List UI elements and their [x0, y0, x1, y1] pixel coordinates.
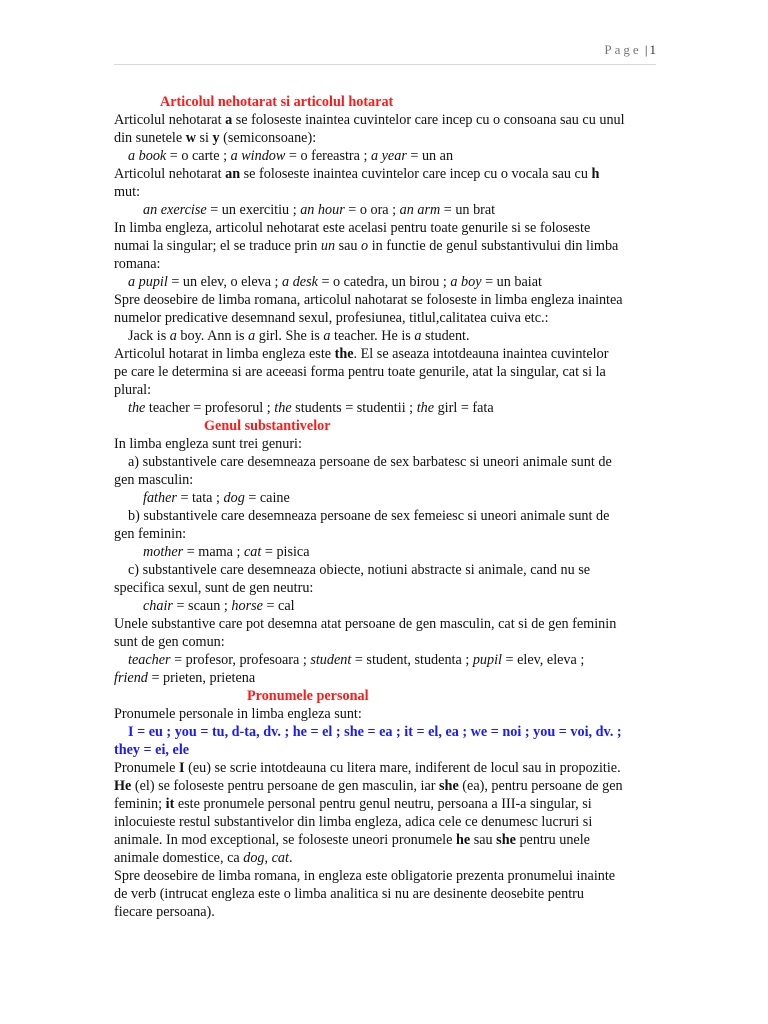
paragraph-line	[114, 705, 659, 723]
example-line	[114, 489, 659, 507]
text-run: Pronumele	[114, 760, 180, 776]
page-number: 1	[649, 42, 656, 57]
text-run: Articolul nehotarat si articolul hotarat	[160, 94, 394, 110]
example-line	[114, 273, 659, 291]
text-run: boy. Ann is	[176, 328, 249, 344]
text-run: a desk	[282, 274, 318, 290]
text-run: chair	[143, 598, 173, 614]
text-run: din sunetele	[114, 130, 186, 146]
text-run: .	[288, 850, 293, 866]
text-run: Articolul nehotarat	[114, 166, 226, 182]
example-line	[114, 201, 659, 219]
text-run: Pronumele personal	[247, 688, 369, 704]
text-run: students = studentii ;	[291, 400, 417, 416]
text-run: a) substantivele care desemneaza persoane de sex barbatesc si uneori animale sunt de	[128, 454, 612, 470]
text-run: horse	[231, 598, 263, 614]
text-run: a	[323, 328, 331, 344]
text-run: se foloseste inaintea cuvintelor care incep cu o consoana sau cu unul	[232, 112, 625, 128]
text-run: the	[334, 346, 354, 362]
text-run: si	[195, 130, 213, 146]
heading-articole	[114, 93, 659, 111]
text-run: teacher = profesorul ;	[145, 400, 275, 416]
text-run: he	[455, 832, 471, 848]
text-run: feminin;	[114, 796, 166, 812]
text-run: = elev, eleva ;	[502, 652, 585, 668]
text-run: the	[128, 400, 146, 416]
text-run: it	[165, 796, 175, 812]
paragraph-line	[114, 255, 659, 273]
text-run: gen feminin:	[114, 526, 187, 542]
text-run: the	[416, 400, 435, 416]
text-run: girl = fata	[434, 400, 494, 416]
text-run: sau	[335, 238, 362, 254]
text-run: = tata ;	[176, 490, 224, 506]
pronoun-list-line	[114, 723, 659, 741]
text-run: in functie de genul substantivului din limba	[368, 238, 619, 254]
paragraph-line	[114, 237, 659, 255]
text-run: este pronumele personal pentru genul neutru, persoana a III-a singular, si	[174, 796, 592, 812]
text-run: = un an	[406, 148, 454, 164]
paragraph-line	[114, 219, 659, 237]
text-run: = o catedra, un birou ;	[317, 274, 451, 290]
text-run: a	[225, 112, 233, 128]
text-run: animale. In mod exceptional, se foloseste uneori pronumele	[114, 832, 456, 848]
example-line	[114, 597, 659, 615]
paragraph-line	[114, 183, 659, 201]
text-run: specifica sexul, sunt de gen neutru:	[114, 580, 314, 596]
text-run: b) substantivele care desemneaza persoane de sex femeiesc si uneori animale sunt de	[128, 508, 610, 524]
text-run: a	[169, 328, 177, 344]
list-item-line	[114, 453, 659, 471]
page-separator: |	[644, 42, 648, 57]
text-run: student	[310, 652, 352, 668]
text-run: = o carte ;	[166, 148, 231, 164]
text-run: He	[114, 778, 132, 794]
list-item-line	[114, 507, 659, 525]
text-run: (eu) se scrie intotdeauna cu litera mare, indiferent de locul sau in propozitie.	[184, 760, 621, 776]
text-run: = profesor, profesoara ;	[170, 652, 311, 668]
text-run: a book	[128, 148, 167, 164]
text-run: o	[361, 238, 369, 254]
page-header	[114, 42, 656, 65]
text-run: teacher	[128, 652, 171, 668]
text-run: Unele substantive care pot desemna atat persoane de gen masculin, cat si de gen feminin	[114, 616, 617, 632]
text-run: student.	[421, 328, 470, 344]
text-run: de verb (intrucat engleza este o limba analitica si nu are desinente deosebite pentru	[114, 886, 584, 902]
text-run: se foloseste inaintea cuvintelor care incep cu o vocala sau cu	[240, 166, 592, 182]
paragraph-line	[114, 471, 659, 489]
text-run: cat	[244, 544, 262, 560]
text-run: = student, studenta ;	[351, 652, 473, 668]
text-run: Articolul hotarat in limba engleza este	[114, 346, 335, 362]
paragraph-line	[114, 849, 659, 867]
text-run: mother	[143, 544, 184, 560]
text-run: fiecare persoana).	[114, 904, 215, 920]
text-run: Genul substantivelor	[204, 418, 331, 434]
example-line	[114, 399, 659, 417]
paragraph-line	[114, 309, 659, 327]
text-run: Spre deosebire de limba romana, articolul nahotarat se foloseste in limba engleza inaintea	[114, 292, 623, 308]
text-run: w	[185, 130, 196, 146]
paragraph-line	[114, 291, 659, 309]
text-run: they = ei, ele	[114, 742, 190, 758]
text-run: a	[414, 328, 422, 344]
text-run: a pupil	[128, 274, 168, 290]
paragraph-line	[114, 759, 659, 777]
paragraph-line	[114, 885, 659, 903]
text-run: gen masculin:	[114, 472, 194, 488]
paragraph-line	[114, 813, 659, 831]
text-run: = scaun ;	[172, 598, 232, 614]
text-run: I = eu ; you = tu, d-ta, dv. ; he = el ; she = ea ; it = el, ea ; we = noi ; you = voi, dv. ;	[128, 724, 622, 740]
page-label: Page	[604, 42, 642, 57]
text-run: In limba engleza sunt trei genuri:	[114, 436, 302, 452]
text-run: = un exercitiu ;	[206, 202, 301, 218]
document-body	[114, 93, 659, 921]
text-run: Jack is	[128, 328, 170, 344]
pronoun-list-line	[114, 741, 659, 759]
text-run: an hour	[300, 202, 345, 218]
text-run: = un brat	[440, 202, 496, 218]
text-run: numelor predicative desemnand sexul, profesiunea, titlul,calitatea cuiva etc.:	[114, 310, 549, 326]
text-run: un	[320, 238, 336, 254]
paragraph-line	[114, 795, 659, 813]
paragraph-line	[114, 345, 659, 363]
text-run: pupil	[472, 652, 502, 668]
text-run: = mama ;	[183, 544, 244, 560]
text-run: = caine	[244, 490, 290, 506]
text-run: numai la singular; el se traduce prin	[114, 238, 321, 254]
text-run: a boy	[450, 274, 482, 290]
list-item-line	[114, 561, 659, 579]
heading-pronumele	[114, 687, 659, 705]
text-run: sau	[470, 832, 497, 848]
text-run: inlocuieste restul substantivelor din limba engleza, adica cele ce denumesc lucruri si	[114, 814, 593, 830]
text-run: a window	[230, 148, 286, 164]
text-run: a year	[370, 148, 407, 164]
text-run: she	[496, 832, 516, 848]
text-run: pe care le determina si are aceeasi forma pentru toate genurile, atat la singular, cat si la	[114, 364, 606, 380]
paragraph-line	[114, 831, 659, 849]
text-run: Articolul nehotarat	[114, 112, 226, 128]
text-run: she	[439, 778, 459, 794]
paragraph-line	[114, 633, 659, 651]
text-run: (el) se foloseste pentru persoane de gen masculin, iar	[131, 778, 440, 794]
text-run: In limba engleza, articolul nehotarat este acelasi pentru toate genurile si se foloseste	[114, 220, 591, 236]
text-run: = o fereastra ;	[285, 148, 371, 164]
heading-genul	[114, 417, 659, 435]
text-run: = pisica	[261, 544, 310, 560]
paragraph-line	[114, 615, 659, 633]
text-run: = un elev, o eleva ;	[167, 274, 283, 290]
text-run: teacher. He is	[330, 328, 415, 344]
paragraph-line	[114, 903, 659, 921]
text-run: animale domestice, ca	[114, 850, 244, 866]
paragraph-line	[114, 777, 659, 795]
text-run: the	[274, 400, 292, 416]
example-line	[114, 543, 659, 561]
text-run: = prieten, prietena	[147, 670, 256, 686]
paragraph-line	[114, 129, 659, 147]
text-run: I	[179, 760, 185, 776]
text-run: = un baiat	[481, 274, 542, 290]
text-run: an	[225, 166, 241, 182]
paragraph-line	[114, 579, 659, 597]
text-run: . El se aseaza intotdeauna inaintea cuvintelor	[353, 346, 609, 362]
text-run: an arm	[399, 202, 441, 218]
example-line	[114, 147, 659, 165]
paragraph-line	[114, 867, 659, 885]
text-run: dog	[223, 490, 245, 506]
paragraph-line	[114, 111, 659, 129]
text-run: a	[248, 328, 256, 344]
example-line	[114, 669, 659, 687]
text-run: c) substantivele care desemneaza obiecte, notiuni abstracte si animale, cand nu se	[128, 562, 591, 578]
text-run: pentru unele	[515, 832, 590, 848]
text-run: (semiconsoane):	[219, 130, 317, 146]
text-run: father	[143, 490, 177, 506]
text-run: Pronumele personale in limba engleza sunt:	[114, 706, 362, 722]
paragraph-line	[114, 381, 659, 399]
text-run: sunt de gen comun:	[114, 634, 225, 650]
text-run: girl. She is	[255, 328, 324, 344]
text-run: mut:	[114, 184, 141, 200]
paragraph-line	[114, 525, 659, 543]
paragraph-line	[114, 435, 659, 453]
text-run: Spre deosebire de limba romana, in engleza este obligatorie prezenta pronumelui inainte	[114, 868, 616, 884]
paragraph-line	[114, 363, 659, 381]
text-run: friend	[114, 670, 148, 686]
example-line	[114, 651, 659, 669]
text-run: plural:	[114, 382, 152, 398]
text-run: = o ora ;	[344, 202, 400, 218]
text-run: dog, cat	[243, 850, 289, 866]
example-line	[114, 327, 659, 345]
text-run: an exercise	[143, 202, 207, 218]
text-run: = cal	[262, 598, 295, 614]
text-run: y	[212, 130, 220, 146]
paragraph-line	[114, 165, 659, 183]
text-run: romana:	[114, 256, 161, 272]
text-run: h	[591, 166, 600, 182]
text-run: (ea), pentru persoane de gen	[458, 778, 623, 794]
